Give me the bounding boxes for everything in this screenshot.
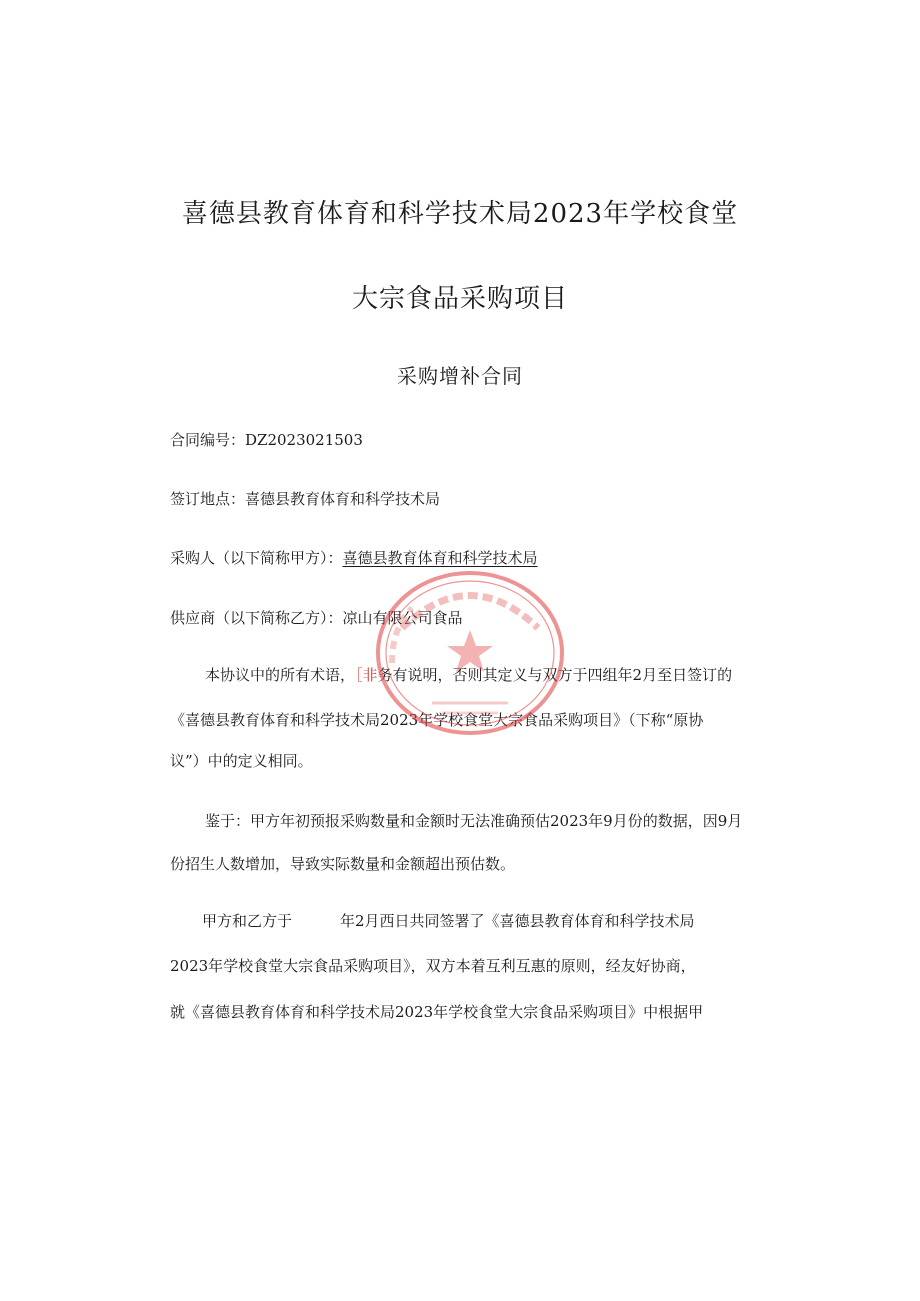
document-title-line1: 喜德县教育体育和科学技术局2023年学校食堂: [181, 199, 739, 229]
supplier-value: 凉山有限公司食品: [342, 609, 463, 627]
para2-line1: 鉴于：甲方年初预报采购数量和金额时无法准确预估2023年9月份的数据，因9月: [205, 812, 743, 830]
para1-line2: 《喜德县教育体育和科学技术局2023年学校食堂大宗食品采购项目》（下称“原协: [170, 711, 704, 729]
para1-line3: 议”）中的定义相同。: [170, 752, 313, 770]
para1-line1: [205, 664, 732, 685]
para3-line1-b: 年2月西日共同签署了《喜德县教育体育和科学技术局: [340, 912, 695, 930]
sign-place-label: 签订地点：: [170, 490, 246, 508]
para2-line2: 份招生人数增加，导致实际数量和金额超出预估数。: [170, 855, 516, 873]
sign-place: [170, 488, 440, 509]
para1-line1-a: 本协议中的所有术语，: [205, 666, 356, 684]
contract-number-value: DZ2023021503: [245, 431, 363, 449]
contract-number-label: 合同编号：: [170, 431, 246, 449]
buyer-value: 喜德县教育体育和科学技术局: [342, 549, 538, 567]
document-subtitle: 采购增补合同: [397, 364, 523, 388]
buyer-label: 采购人（以下简称甲方）：: [170, 549, 343, 567]
para3-line3: 就《喜德县教育体育和科学技术局2023年学校食堂大宗食品采购项目》中根据甲: [170, 1003, 704, 1021]
para3-line2: 2023年学校食堂大宗食品采购项目》，双方本着互利互惠的原则，经友好协商，: [170, 957, 696, 975]
supplier: [170, 607, 463, 628]
buyer: [170, 547, 538, 568]
document-title-line2: 大宗食品采购项目: [351, 284, 568, 314]
supplier-label: 供应商（以下简称乙方）：: [170, 609, 343, 627]
para1-bracket: ［非: [355, 666, 378, 684]
para1-line1-b: 务有说明，否则其定义与双方于四组年2月至日签订的: [377, 666, 733, 684]
sign-place-value: 喜德县教育体育和科学技术局: [245, 490, 441, 508]
para3-line1-a: 甲方和乙方于: [202, 912, 293, 930]
contract-number: [170, 429, 363, 450]
